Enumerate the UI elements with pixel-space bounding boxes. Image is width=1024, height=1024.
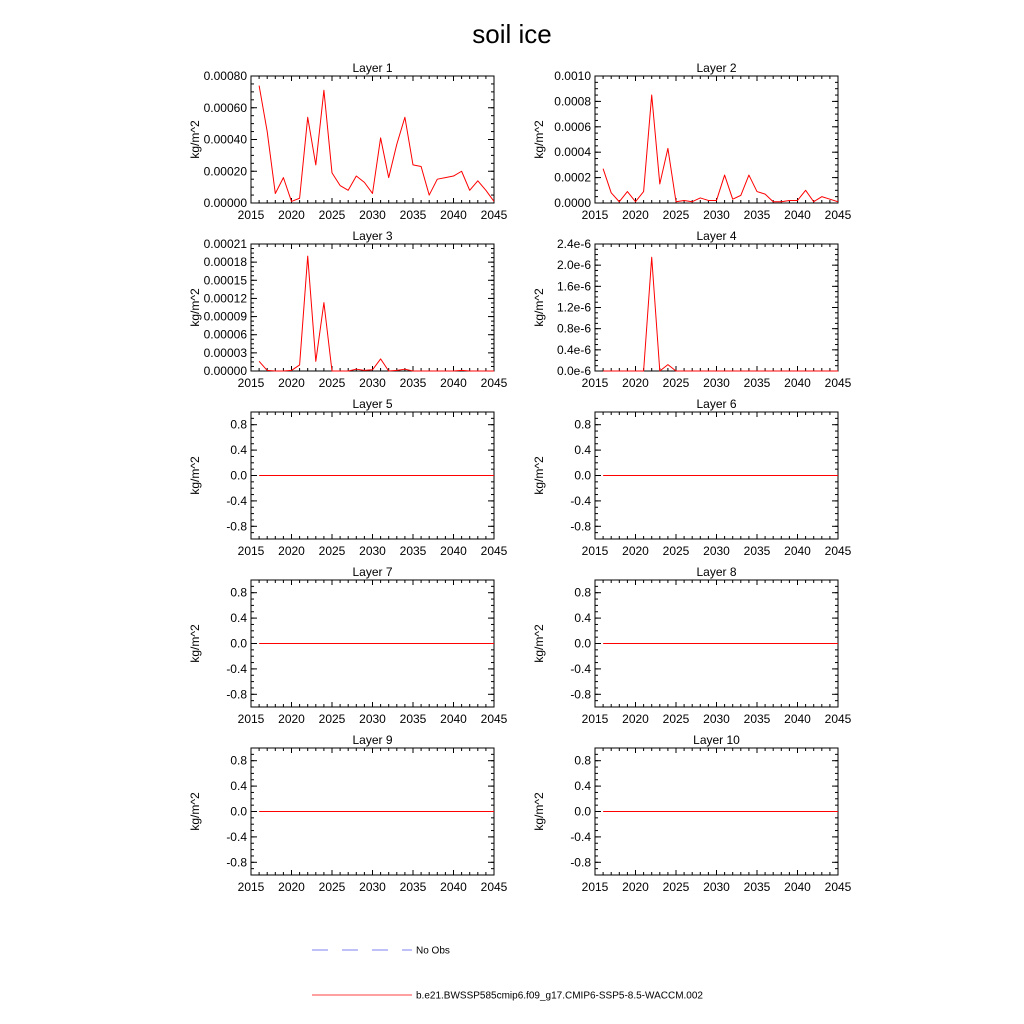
x-tick-label: 2020	[278, 208, 305, 222]
plot-frame	[595, 244, 838, 371]
x-tick-label: 2040	[784, 544, 811, 558]
x-tick-label: 2025	[662, 544, 690, 558]
y-axis-label: kg/m^2	[188, 120, 202, 159]
y-tick-label: -0.4	[226, 493, 247, 508]
x-tick-label: 2015	[581, 208, 609, 222]
y-tick-label: 0.00018	[203, 255, 247, 270]
panels	[188, 61, 852, 894]
y-tick-label: 0.0004	[554, 145, 591, 160]
x-tick-label: 2025	[662, 880, 690, 894]
y-tick-label: 0.00080	[203, 69, 247, 83]
figure-title: soil ice	[472, 19, 552, 49]
x-tick-label: 2040	[784, 376, 811, 390]
panel-layer-4	[532, 229, 852, 390]
y-axis-label: kg/m^2	[188, 288, 202, 327]
y-tick-label: 0.8	[574, 417, 591, 432]
x-tick-label: 2025	[318, 544, 346, 558]
y-tick-label: 2.4e-6	[556, 237, 591, 251]
x-tick-label: 2030	[359, 544, 386, 558]
x-tick-label: 2030	[703, 208, 730, 222]
x-tick-label: 2045	[480, 880, 508, 894]
x-tick-label: 2030	[703, 376, 730, 390]
y-tick-label: 0.4e-6	[556, 342, 591, 357]
legend-label-obs: No Obs	[416, 945, 450, 957]
y-tick-label: 0.0	[574, 468, 591, 483]
x-tick-label: 2025	[318, 880, 346, 894]
y-tick-label: 0.0006	[554, 119, 591, 134]
y-tick-label: -0.4	[570, 493, 591, 508]
x-tick-label: 2040	[440, 712, 467, 726]
x-tick-label: 2035	[743, 712, 771, 726]
y-tick-label: -0.4	[226, 661, 247, 676]
y-tick-label: -0.4	[570, 829, 591, 844]
x-tick-label: 2025	[318, 208, 346, 222]
x-tick-label: 2020	[278, 376, 305, 390]
x-tick-label: 2025	[318, 712, 346, 726]
panel-title: Layer 3	[352, 229, 393, 243]
y-tick-label: 0.00009	[203, 309, 247, 324]
plot-frame	[251, 76, 494, 203]
x-tick-label: 2015	[237, 712, 265, 726]
x-tick-label: 2040	[784, 208, 811, 222]
panel-title: Layer 4	[696, 229, 737, 243]
x-tick-label: 2040	[784, 880, 811, 894]
x-tick-label: 2015	[237, 208, 265, 222]
y-tick-label: 0.00003	[203, 345, 247, 360]
y-tick-label: 0.8	[230, 585, 247, 600]
x-tick-label: 2035	[743, 208, 771, 222]
y-tick-label: -0.8	[226, 687, 247, 702]
y-tick-label: 0.0	[230, 804, 247, 819]
panel-title: Layer 6	[696, 397, 737, 411]
y-tick-label: 0.0	[230, 468, 247, 483]
x-tick-label: 2045	[824, 712, 852, 726]
x-tick-label: 2045	[824, 376, 852, 390]
y-tick-label: 0.8	[574, 753, 591, 768]
panel-title: Layer 2	[696, 61, 737, 75]
x-tick-label: 2025	[318, 376, 346, 390]
y-tick-label: 0.8e-6	[556, 321, 591, 336]
x-tick-label: 2045	[480, 208, 508, 222]
x-tick-label: 2035	[399, 208, 427, 222]
plot-frame	[251, 244, 494, 371]
y-tick-label: 0.4	[574, 443, 591, 458]
y-axis-label: kg/m^2	[532, 456, 546, 495]
series-line-model	[603, 257, 838, 371]
y-tick-label: 0.0010	[554, 69, 591, 83]
y-tick-label: 0.00020	[203, 164, 247, 179]
panel-title: Layer 10	[693, 733, 740, 747]
y-tick-label: -0.8	[570, 855, 591, 870]
y-tick-label: 0.00006	[203, 327, 247, 342]
y-tick-label: -0.4	[570, 661, 591, 676]
y-tick-label: 0.00060	[203, 100, 247, 115]
y-tick-label: 0.0	[230, 636, 247, 651]
y-tick-label: 0.0e-6	[556, 364, 591, 378]
y-tick-label: 0.0	[574, 804, 591, 819]
x-tick-label: 2020	[622, 880, 649, 894]
y-tick-label: 0.0002	[554, 170, 591, 185]
x-tick-label: 2040	[440, 544, 467, 558]
y-axis-label: kg/m^2	[188, 624, 202, 663]
series-line-model	[603, 95, 838, 202]
x-tick-label: 2015	[237, 880, 265, 894]
y-tick-label: 0.00021	[203, 237, 247, 251]
y-tick-label: 0.8	[230, 753, 247, 768]
y-tick-label: 0.4	[230, 611, 247, 626]
panel-title: Layer 9	[352, 733, 393, 747]
panel-layer-3	[188, 229, 508, 390]
x-tick-label: 2045	[480, 544, 508, 558]
x-tick-label: 2035	[399, 712, 427, 726]
x-tick-label: 2015	[237, 544, 265, 558]
x-tick-label: 2045	[480, 712, 508, 726]
x-tick-label: 2040	[784, 712, 811, 726]
x-tick-label: 2020	[622, 544, 649, 558]
y-tick-label: 0.4	[230, 443, 247, 458]
y-tick-label: 1.2e-6	[556, 300, 591, 315]
x-tick-label: 2045	[824, 880, 852, 894]
series-line-model	[259, 256, 494, 371]
x-tick-label: 2020	[278, 712, 305, 726]
x-tick-label: 2030	[703, 880, 730, 894]
x-tick-label: 2020	[278, 544, 305, 558]
x-tick-label: 2030	[703, 544, 730, 558]
legend-label-model: b.e21.BWSSP585cmip6.f09_g17.CMIP6-SSP5-8.5-WACCM.002	[416, 990, 703, 1002]
x-tick-label: 2015	[581, 712, 609, 726]
y-tick-label: 0.4	[574, 779, 591, 794]
y-tick-label: 2.0e-6	[556, 258, 591, 273]
x-tick-label: 2045	[480, 376, 508, 390]
panel-layer-6	[532, 397, 852, 558]
x-tick-label: 2030	[703, 712, 730, 726]
panel-layer-1	[188, 61, 508, 222]
y-tick-label: 0.00040	[203, 132, 247, 147]
y-tick-label: 0.4	[574, 611, 591, 626]
x-tick-label: 2020	[278, 880, 305, 894]
panel-title: Layer 5	[352, 397, 393, 411]
y-tick-label: 0.0000	[554, 196, 591, 210]
y-tick-label: 0.00015	[203, 273, 247, 288]
plot-frame	[595, 76, 838, 203]
x-tick-label: 2020	[622, 376, 649, 390]
panel-layer-9	[188, 733, 508, 894]
y-tick-label: -0.4	[226, 829, 247, 844]
panel-layer-7	[188, 565, 508, 726]
x-tick-label: 2045	[824, 208, 852, 222]
panel-layer-10	[532, 733, 852, 894]
x-tick-label: 2020	[622, 712, 649, 726]
y-tick-label: 0.8	[230, 417, 247, 432]
x-tick-label: 2025	[662, 376, 690, 390]
panel-title: Layer 8	[696, 565, 737, 579]
y-axis-label: kg/m^2	[532, 120, 546, 159]
y-axis-label: kg/m^2	[188, 792, 202, 831]
x-tick-label: 2030	[359, 376, 386, 390]
x-tick-label: 2020	[622, 208, 649, 222]
x-tick-label: 2030	[359, 712, 386, 726]
y-tick-label: 0.8	[574, 585, 591, 600]
y-tick-label: -0.8	[570, 519, 591, 534]
y-axis-label: kg/m^2	[532, 288, 546, 327]
x-tick-label: 2040	[440, 376, 467, 390]
y-tick-label: -0.8	[226, 519, 247, 534]
y-tick-label: 0.00012	[203, 291, 247, 306]
panel-title: Layer 1	[352, 61, 393, 75]
x-tick-label: 2035	[743, 376, 771, 390]
x-tick-label: 2045	[824, 544, 852, 558]
x-tick-label: 2040	[440, 208, 467, 222]
x-tick-label: 2035	[743, 544, 771, 558]
x-tick-label: 2025	[662, 712, 690, 726]
x-tick-label: 2015	[581, 376, 609, 390]
x-tick-label: 2015	[581, 880, 609, 894]
y-tick-label: 0.00000	[203, 364, 247, 378]
x-tick-label: 2030	[359, 208, 386, 222]
x-tick-label: 2035	[399, 880, 427, 894]
legend	[312, 946, 703, 1002]
y-axis-label: kg/m^2	[532, 792, 546, 831]
y-tick-label: 0.4	[230, 779, 247, 794]
x-tick-label: 2035	[399, 544, 427, 558]
x-tick-label: 2015	[237, 376, 265, 390]
series-line-model	[259, 86, 494, 202]
x-tick-label: 2035	[399, 376, 427, 390]
y-axis-label: kg/m^2	[532, 624, 546, 663]
x-tick-label: 2040	[440, 880, 467, 894]
y-tick-label: 1.6e-6	[556, 279, 591, 294]
y-tick-label: -0.8	[226, 855, 247, 870]
x-tick-label: 2015	[581, 544, 609, 558]
panel-layer-5	[188, 397, 508, 558]
x-tick-label: 2030	[359, 880, 386, 894]
panel-title: Layer 7	[352, 565, 393, 579]
y-tick-label: 0.00000	[203, 196, 247, 210]
y-axis-label: kg/m^2	[188, 456, 202, 495]
x-tick-label: 2025	[662, 208, 690, 222]
x-tick-label: 2035	[743, 880, 771, 894]
panel-layer-8	[532, 565, 852, 726]
y-tick-label: 0.0	[574, 636, 591, 651]
y-tick-label: -0.8	[570, 687, 591, 702]
y-tick-label: 0.0008	[554, 94, 591, 109]
panel-layer-2	[532, 61, 852, 222]
